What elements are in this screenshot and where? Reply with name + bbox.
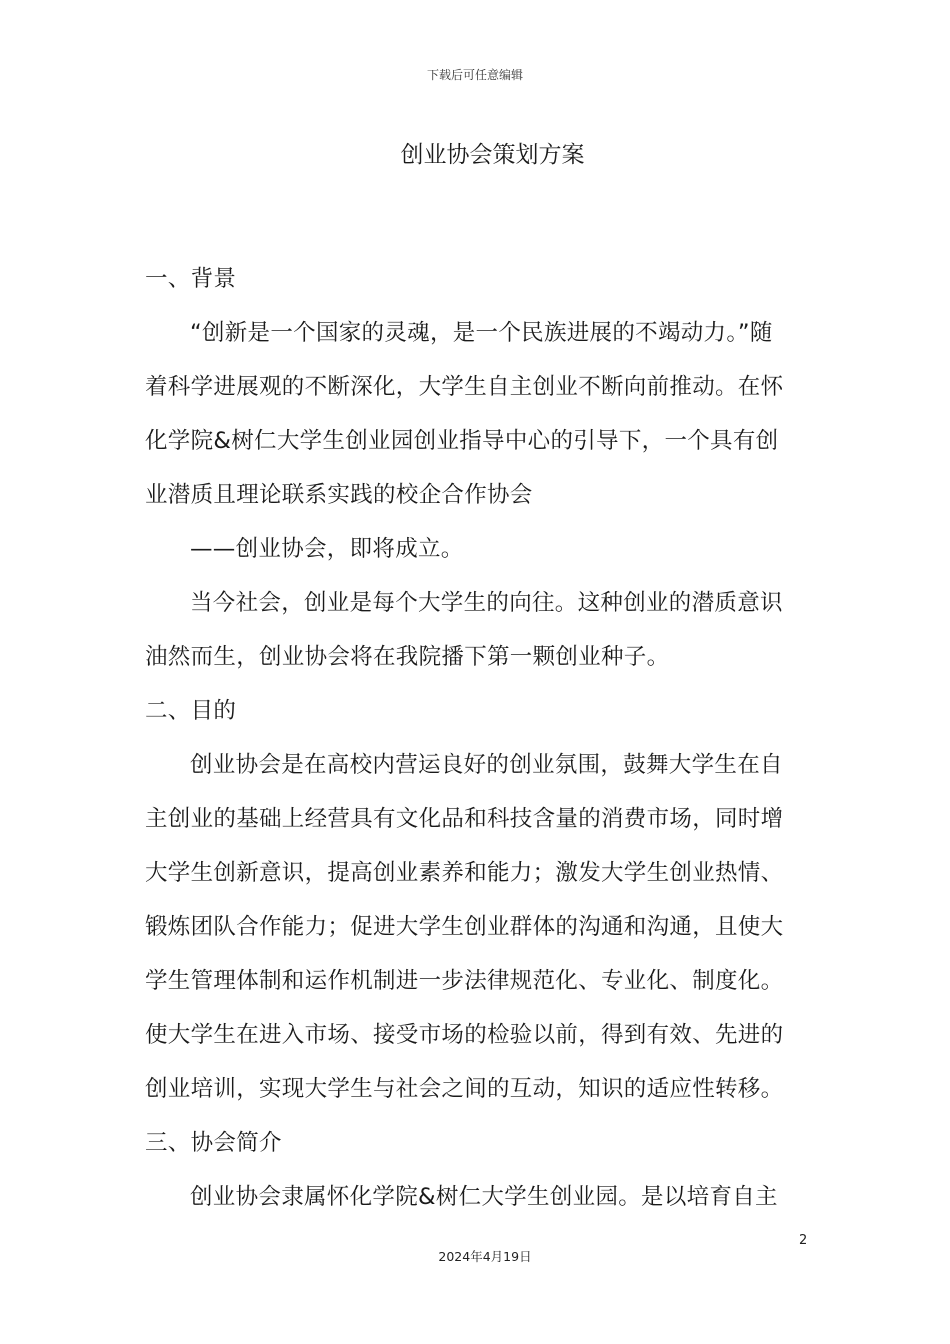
- text-line: 化学院&树仁大学生创业园创业指导中心的引导下，一个具有创: [145, 428, 779, 454]
- text-line: 着科学进展观的不断深化，大学生自主创业不断向前推动。在怀: [145, 374, 784, 400]
- text-line: 创业协会隶属怀化学院&树仁大学生创业园。是以培育自主: [190, 1184, 778, 1210]
- document-title: 创业协会策划方案: [400, 142, 585, 168]
- text-line: 创业培训，实现大学生与社会之间的互动，知识的适应性转移。: [145, 1076, 784, 1102]
- text-line: 三、协会简介: [145, 1130, 282, 1156]
- text-line: 学生管理体制和运作机制进一步法律规范化、专业化、制度化。: [145, 968, 784, 994]
- document-body: [145, 252, 810, 1224]
- text-line: “创新是一个国家的灵魂，是一个民族进展的不竭动力。”随: [190, 320, 773, 346]
- text-line: 二、目的: [145, 698, 237, 724]
- text-line: 一、背景: [145, 266, 237, 292]
- text-line: 使大学生在进入市场、接受市场的检验以前，得到有效、先进的: [145, 1022, 784, 1048]
- text-line: 油然而生，创业协会将在我院播下第一颗创业种子。: [145, 644, 670, 670]
- text-line: 主创业的基础上经营具有文化品和科技含量的消费市场，同时增: [145, 806, 784, 832]
- text-line: ——创业协会，即将成立。: [190, 536, 464, 562]
- text-line: 业潜质且理论联系实践的校企合作协会: [145, 482, 533, 508]
- text-line: 大学生创新意识，提高创业素养和能力；激发大学生创业热情、: [145, 860, 784, 886]
- text-line: 创业协会是在高校内营运良好的创业氛围，鼓舞大学生在自: [190, 752, 783, 778]
- text-line: 锻炼团队合作能力；促进大学生创业群体的沟通和沟通，且使大: [145, 914, 784, 940]
- text-line: 当今社会，创业是每个大学生的向往。这种创业的潜质意识: [190, 590, 783, 616]
- footer-date: 2024年4月19日: [438, 1249, 532, 1264]
- header-note: 下载后可任意编辑: [426, 68, 523, 82]
- page-number: 2: [799, 1233, 808, 1248]
